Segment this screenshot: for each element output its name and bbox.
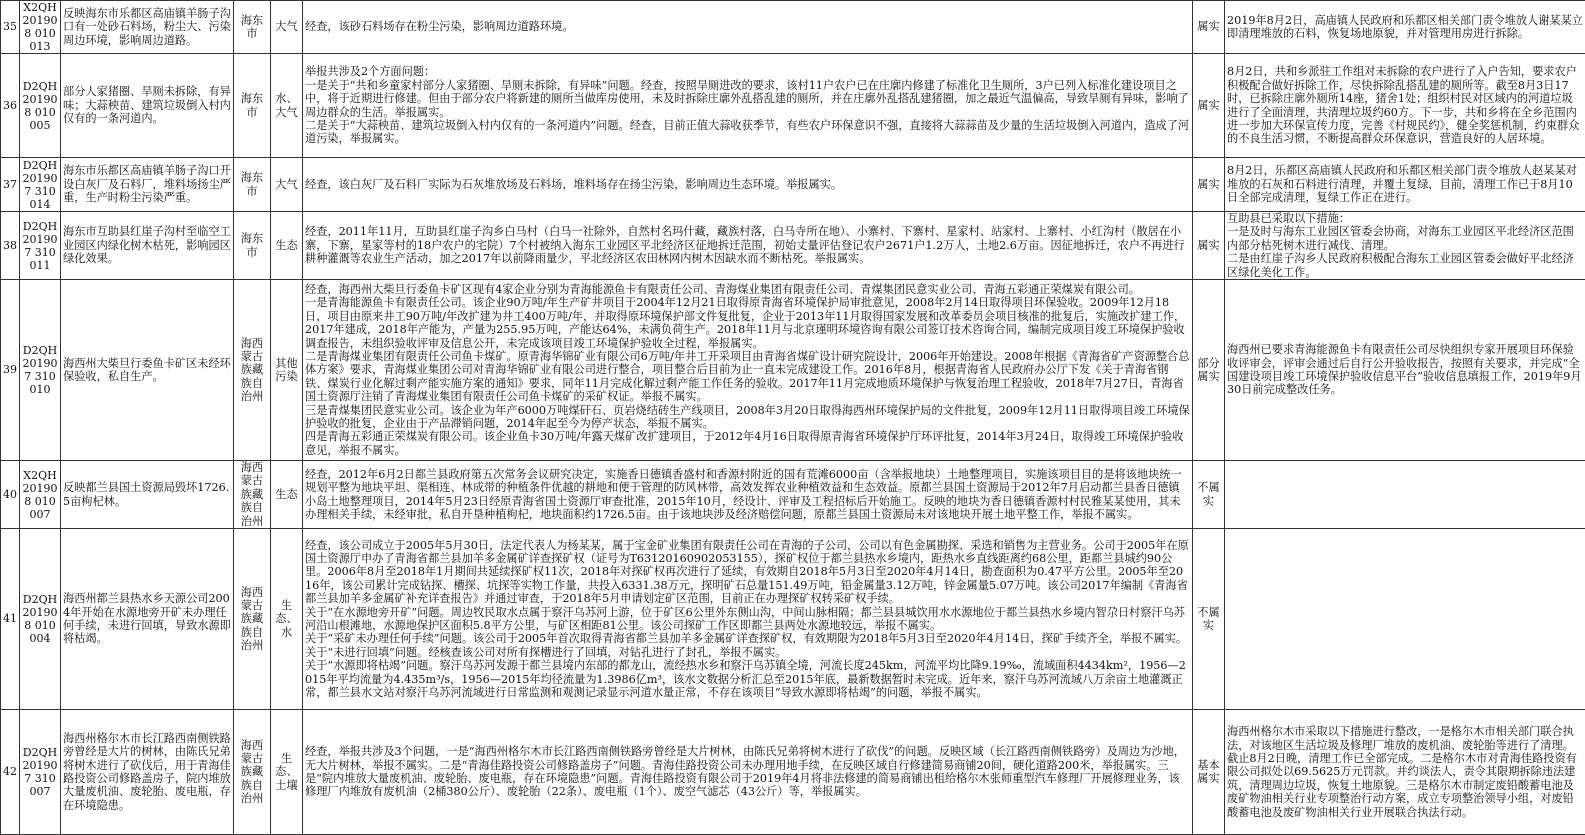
investigation-text: 经查，2012年6月2日都兰县政府第五次常务会议研究决定，实施香日德镇香盛村和香源村附近的国有荒滩6000亩（含举报地块）土地整理项目，实施该项目目的是将该地块统一规划平整为地块平坦、渠相连、林成带的种植条件优越的耕地和便于管理的防风林带，高效发挥农业种植效益和生态效益。原都兰县国土资源局于2012年7月启动都兰县香日德镇小岛土地整理项目，2014年5月23日经原青海省国土资源厅审查批准，2015年10月，经设计、评审及工程招标后开始施工。反映的地块为香日德镇香源村村民雅某某使用，其未办理相关手续，未经审批，私自开垦种植枸杞，地块面积约1726.5亩。由于该地块涉及经济赔偿问题，原都兰县国土资源局未对该地块开展土地平整工作，举报不属实。 [303, 461, 1193, 529]
verdict: 属实 [1193, 212, 1225, 280]
table-row [1, 158, 1585, 212]
region: 海西蒙古族藏族自治州 [234, 529, 271, 710]
case-code: X2QH 201908 010013 [20, 1, 61, 54]
pollution-type: 水、大气 [271, 54, 303, 158]
table-row [1, 1, 1585, 54]
action-text: 互助县已采取以下措施： 一是及时与海东工业园区管委会协商，对海东工业园区平北经济区范围内部分枯死树木进行减伐、清理。 二是由红崖子沟乡人民政府积极配合海东工业园区管委会做好平北经济区绿化美化工作。 [1225, 212, 1585, 280]
table-row [1, 529, 1585, 710]
verdict: 基本属实 [1193, 710, 1225, 835]
row-number: 38 [1, 212, 20, 280]
action-text [1225, 529, 1585, 710]
row-number: 41 [1, 529, 20, 710]
issue-text: 海西州大柴旦行委鱼卡矿区未经环保验收，私自生产。 [61, 280, 234, 461]
issue-text: 反映海东市乐都区高庙镇羊肠子沟口有一处砂石料场，粉尘大、污染周边环境，影响周边道路。 [61, 1, 234, 54]
region: 海西蒙古族藏族自治州 [234, 280, 271, 461]
row-number: 36 [1, 54, 20, 158]
issue-text: 海西州格尔木市长江路西南侧铁路旁曾经是大片的树林，由陈氏兄弟将树木进行了砍伐后，用于青海佳路投资公司修路盖房子，院内堆放大量废机油、废轮胎、废电瓶，存在环境隐患。 [61, 710, 234, 835]
table-row [1, 280, 1585, 461]
action-text: 8月2日，乐都区高庙镇人民政府和乐都区相关部门责令堆放人赵某某对堆放的石灰和石料进行清理，并覆土复绿，目前，清理工作已于8月10日全部完成清理，复绿工作正在进行。 [1225, 158, 1585, 212]
case-code: D2QH 201907 310007 [20, 710, 61, 835]
row-number: 37 [1, 158, 20, 212]
issue-text: 反映都兰县国土资源局毁坏1726.5亩枸杞林。 [61, 461, 234, 529]
pollution-type: 其他污染 [271, 280, 303, 461]
region: 海西蒙古族藏族自治州 [234, 461, 271, 529]
action-text: 海西州格尔木市采取以下措施进行整改，一是格尔木市相关部门联合执法，对该地区生活垃圾及修理厂堆放的废机油、废轮胎等进行了清理。截止8月2日晚，清理工作已全部完成。二是格尔木市对青海佳路投资有限公司拟处以69.5625万元罚款。并约谈法人，责令其限期拆除违法建筑，清理周边垃圾，恢复土地原貌。三是格尔木市制定废铅酸蓄电池及废矿物油相关行业专项整治行动方案，成立专项整治领导小组，对废铅酸蓄电池及废矿物油相关行业开展联合执法行动。 [1225, 710, 1585, 835]
action-text [1225, 461, 1585, 529]
pollution-type: 大气 [271, 1, 303, 54]
issue-text: 海西州都兰县热水乡天源公司2004年开始在水源地旁开矿未办理任何手续，未进行回填，导致水源即将枯竭。 [61, 529, 234, 710]
table-row [1, 461, 1585, 529]
row-number: 39 [1, 280, 20, 461]
pollution-type: 生态 [271, 212, 303, 280]
investigation-text: 经查，该白灰厂及石料厂实际为石灰堆放场及石料场，堆料场存在扬尘污染，影响周边生态环境。举报属实。 [303, 158, 1193, 212]
region: 海东市 [234, 1, 271, 54]
row-number: 35 [1, 1, 20, 54]
region: 海东市 [234, 212, 271, 280]
pollution-type: 生态 [271, 461, 303, 529]
case-code: X2QH 201908 010007 [20, 461, 61, 529]
issue-text: 海东市互助县红崖子沟村至临空工业园区内绿化树木枯死，影响园区绿化效果。 [61, 212, 234, 280]
investigation-text: 经查，该公司成立于2005年5月30日，法定代表人为杨某某，属于宝金矿业集团有限责任公司在青海的子公司，公司以有色金属勘探、采选和销售为主营业务。公司于2005年在原国土资源厅申办了青海省都兰县加羊多金属矿详查探矿权（证号为T63120160902053155），探矿权位于都兰县热水乡境内，距热水乡直线距离约68公里，距都兰县城约90公里。2006年8月至2018年1月期间共延续探矿权11次，2018年对探矿权再次进行了延续，有效期自2018年5月3日至2020年4月14日，勘查面积为0.47平方公里。2005年至2016年，该公司累计完成钻探、槽探、坑探等实物工作量，共投入6331.38万元，探明矿石总量151.49万吨，铅金属量3.12万吨，锌金属量5.07万吨。该公司2017年编制《青海省都兰县加羊多金属矿补充详查报告》并通过审查，于2018年5月申请划定矿区范围，目前正在办理探矿权转采矿权手续。 关于“在水源地旁开矿”问题。周边牧民取水点属于察汗乌苏河上游，位于矿区6公里外东侧山沟，中间山脉相隔；都兰县县城饮用水水源地位于都兰县热水乡境内智尕日村察汗乌苏河沿山根滩地，水源地保护区面积5.8平方公里，与矿区相距81公里。该公司探矿工作区即都兰县两处水源地较远，举报不属实。 关于“采矿未办理任何手续”问题。该公司于2005年首次取得青海省都兰县加羊多金属矿详查探矿权，有效期限为2018年5月3日至2020年4月14日，探矿手续齐全，举报不属实。 关于“未进行回填”问题。经核查该公司对所有探槽进行了回填，对钻孔进行了封孔，举报不属实。 关于“水源即将枯竭”问题。察汗乌苏河发源于都兰县境内东部的都龙山，流经热水乡和察汗乌苏镇全境，河流长度245km，河流平均比降9.19‰，流域面积4434km²，1956—2015年平均流量为4.435m³/s，1956—2015年均径流量为1.3986亿m³，该水文数据分析汇总至2015年底，最新数据暂时未完成。近年来，察汗乌苏河流域八万余亩土地灌溉正常，都兰县水文站对察汗乌苏河流域进行日常监测和观测记录显示河道水量正常，不存在该项目“导致水源即将枯竭”的问题，举报不属实。 [303, 529, 1193, 710]
action-text: 海西州已要求青海能源鱼卡有限责任公司尽快组织专家开展项目环保验收评审会，评审会通过后自行公开验收报告，按照有关要求，并完成“全国建设项目竣工环境保护验收信息平台”验收信息填报工作，2019年9月30日前完成整改任务。 [1225, 280, 1585, 461]
investigation-text: 经查，举报共涉及3个问题，一是“海西州格尔木市长江路西南侧铁路旁曾经是大片树林，由陈氏兄弟将树木进行了砍伐”的问题。反映区域（长江路西南侧铁路旁）及周边为沙地，无大片树林，举报不属实。二是“青海佳路投资公司修路盖房子”问题。青海佳路投资公司未办理用地手续，在反映区域自行修建简易商铺20间，硬化道路200米，举报属实。三是“院内堆放大量废机油、废轮胎、废电瓶，存在环境隐患”问题。青海佳路投资有限公司于2019年4月将非法修建的简易商铺出租给格尔木张师重型汽车修理厂开展修理业务，该修理厂内堆放有废机油（2桶380公斤）、废轮胎（22条）、废电瓶（1个）、废空气滤芯（43公斤）等，举报属实。 [303, 710, 1193, 835]
region: 海东市 [234, 54, 271, 158]
pollution-type: 生态、土壤 [271, 710, 303, 835]
region: 海西蒙古族藏族自治州 [234, 710, 271, 835]
table-row [1, 212, 1585, 280]
table-row [1, 54, 1585, 158]
action-text: 8月2日，共和乡派驻工作组对未拆除的农户进行了入户告知，要求农户积极配合做好拆除工作，尽快拆除乱搭乱建的厕所等。截至8月3日17时，已拆除庄廓外厕所14座，猪舍1处；组织村民对区域内的河道垃圾进行了全面清理，共清理垃圾约60方。下一步，共和乡将在全乡范围内进一步加大环保宣传力度，完善《村规民约》，健全奖惩机制，约束群众的不良生活习惯，不断提高群众环保意识，营造良好的人居环境。 [1225, 54, 1585, 158]
case-code: D2QH 201908 010004 [20, 529, 61, 710]
row-number: 42 [1, 710, 20, 835]
case-code: D2QH 201907 310014 [20, 158, 61, 212]
verdict: 属实 [1193, 158, 1225, 212]
pollution-type: 大气 [271, 158, 303, 212]
investigation-text: 经查，该砂石料场存在粉尘污染，影响周边道路环境。 [303, 1, 1193, 54]
investigation-text: 经查，2011年11月，互助县红崖子沟乡白马村（白马一社除外，自然村名玛什藏，藏族村落，白马寺所在地）、小寨村、下寨村、星家村、站家村、上寨村、小红沟村（散居在小寨，下寨，星家等村的18户农户的宅院）7个村被纳入海东工业园区平北经济区征地拆迁范围，初始丈量评估登记农户2671户1.2万人，土地2.6万亩。因征地拆迁，农户不再进行耕种灌溉等农业生产活动，加之2017年以前降雨量少，平北经济区农田林网内树木因缺水而不断枯死。举报属实。 [303, 212, 1193, 280]
action-text: 2019年8月2日，高庙镇人民政府和乐都区相关部门责令堆放人谢某某立即清理堆放的石料，恢复场地原貌，并对管理用房进行拆除。 [1225, 1, 1585, 54]
case-code: D2QH 201908 010005 [20, 54, 61, 158]
table-row [1, 710, 1585, 835]
pollution-type: 生态、水 [271, 529, 303, 710]
case-code: D2QH 201907 310010 [20, 280, 61, 461]
row-number: 40 [1, 461, 20, 529]
region: 海东市 [234, 158, 271, 212]
issue-text: 海东市乐都区高庙镇羊肠子沟口开设白灰厂及石料厂，堆料场扬尘严重，生产时粉尘污染严重。 [61, 158, 234, 212]
verdict: 不属实 [1193, 529, 1225, 710]
verdict: 属实 [1193, 1, 1225, 54]
verdict: 不属实 [1193, 461, 1225, 529]
issue-text: 部分人家猪圈、旱厕未拆除，有异味；大蒜秧苗、建筑垃圾倒入村内仅有的一条河道内。 [61, 54, 234, 158]
verdict: 属实 [1193, 54, 1225, 158]
verdict: 部分属实 [1193, 280, 1225, 461]
investigation-text: 经查，海西州大柴旦行委鱼卡矿区现有4家企业分别为青海能源鱼卡有限责任公司、青海煤业集团有限责任公司、青煤集团民意实业公司、青海五彩通正荣煤炭有限公司。 一是青海能源鱼卡有限责任公司。该企业90万吨/年生产矿井项目于2004年12月21日取得原青海省环境保护局审批意见，2008年2月14日取得项目环保验收。2009年12月18日，项目由原来井工90万吨/年改扩建为井工400万吨/年，并取得原环境保护部文件复批复，企业于2013年11月取得国家发展和改革委员会项目核准的批复后，实施改扩建工作，2017年建成，2018年产能为，产量为255.95万吨，产能达64%，未满负荷生产。2018年11月与北京瑾明环境咨询有限公司签订技术咨询合同，编制完成项目竣工环境保护验收调查报告，未组织验收评审及信息公开，未完成该项目竣工环境保护验收全过程，举报属实。 二是青海煤业集团有限责任公司鱼卡煤矿。原青海华锦矿业有限公司6万吨/年井工开采项目由青海省煤矿设计研究院设计，2006年开始建设。2008年根据《青海省矿产资源整合总体方案》要求，青海煤业集团公司对青海华锦矿业有限公司进行整合，项目整合后目前为止一直未完成建设工作。2016年8月，根据青海省人民政府办公厅下发《关于青海省钢铁、煤炭行业化解过剩产能实施方案的通知》要求，同年11月完成化解过剩产能工作任务的验收。2017年11月完成地质环境保护与恢复治理工程验收，2018年7月27日，青海省国土资源厅注销了青海煤业集团有限责任公司鱼卡煤矿的采矿权证。举报不属实。 三是青煤集团民意实业公司。该企业为年产6000万吨煤矸石、页岩烧结砖生产线项目，2008年3月20日取得海西州环境保护局的文件批复，2009年12月11日取得项目竣工环境保护验收的批复，企业由于产品滞销问题，2014年起至今为停产状态，举报不属实。 四是青海五彩通正荣煤炭有限公司。该企业鱼卡30万吨/年露天煤矿改扩建项目，于2012年4月16日取得原青海省环境保护厅环评批复，2014年3月24日，取得竣工环境保护验收意见，举报不属实。 [303, 280, 1193, 461]
case-code: D2QH 201907 310011 [20, 212, 61, 280]
investigation-text: 举报共涉及2个方面问题： 一是关于“共和乡童家村部分人家猪圈、旱厕未拆除，有异味”问题。经查，按照旱厕进改的要求，该村11户农户已在庄廓内修建了标准化卫生厕所，3户已列入标准化建设项目之中，将于近期进行修建。但由于部分农户将新建的厕所当做库房使用，未及时拆除庄廓外乱搭乱建的厕所，并在庄廓外乱搭乱建猪圈，加之最近气温偏高，导致旱厕有异味，影响了周边群众的生活。举报属实。 二是关于“大蒜秧苗、建筑垃圾倒入村内仅有的一条河道内”问题。经查，目前正值大蒜收获季节，有些农户环保意识不强，直接将大蒜蒜苗及少量的生活垃圾倒入河道内，造成了河道污染，举报属实。 [303, 54, 1193, 158]
